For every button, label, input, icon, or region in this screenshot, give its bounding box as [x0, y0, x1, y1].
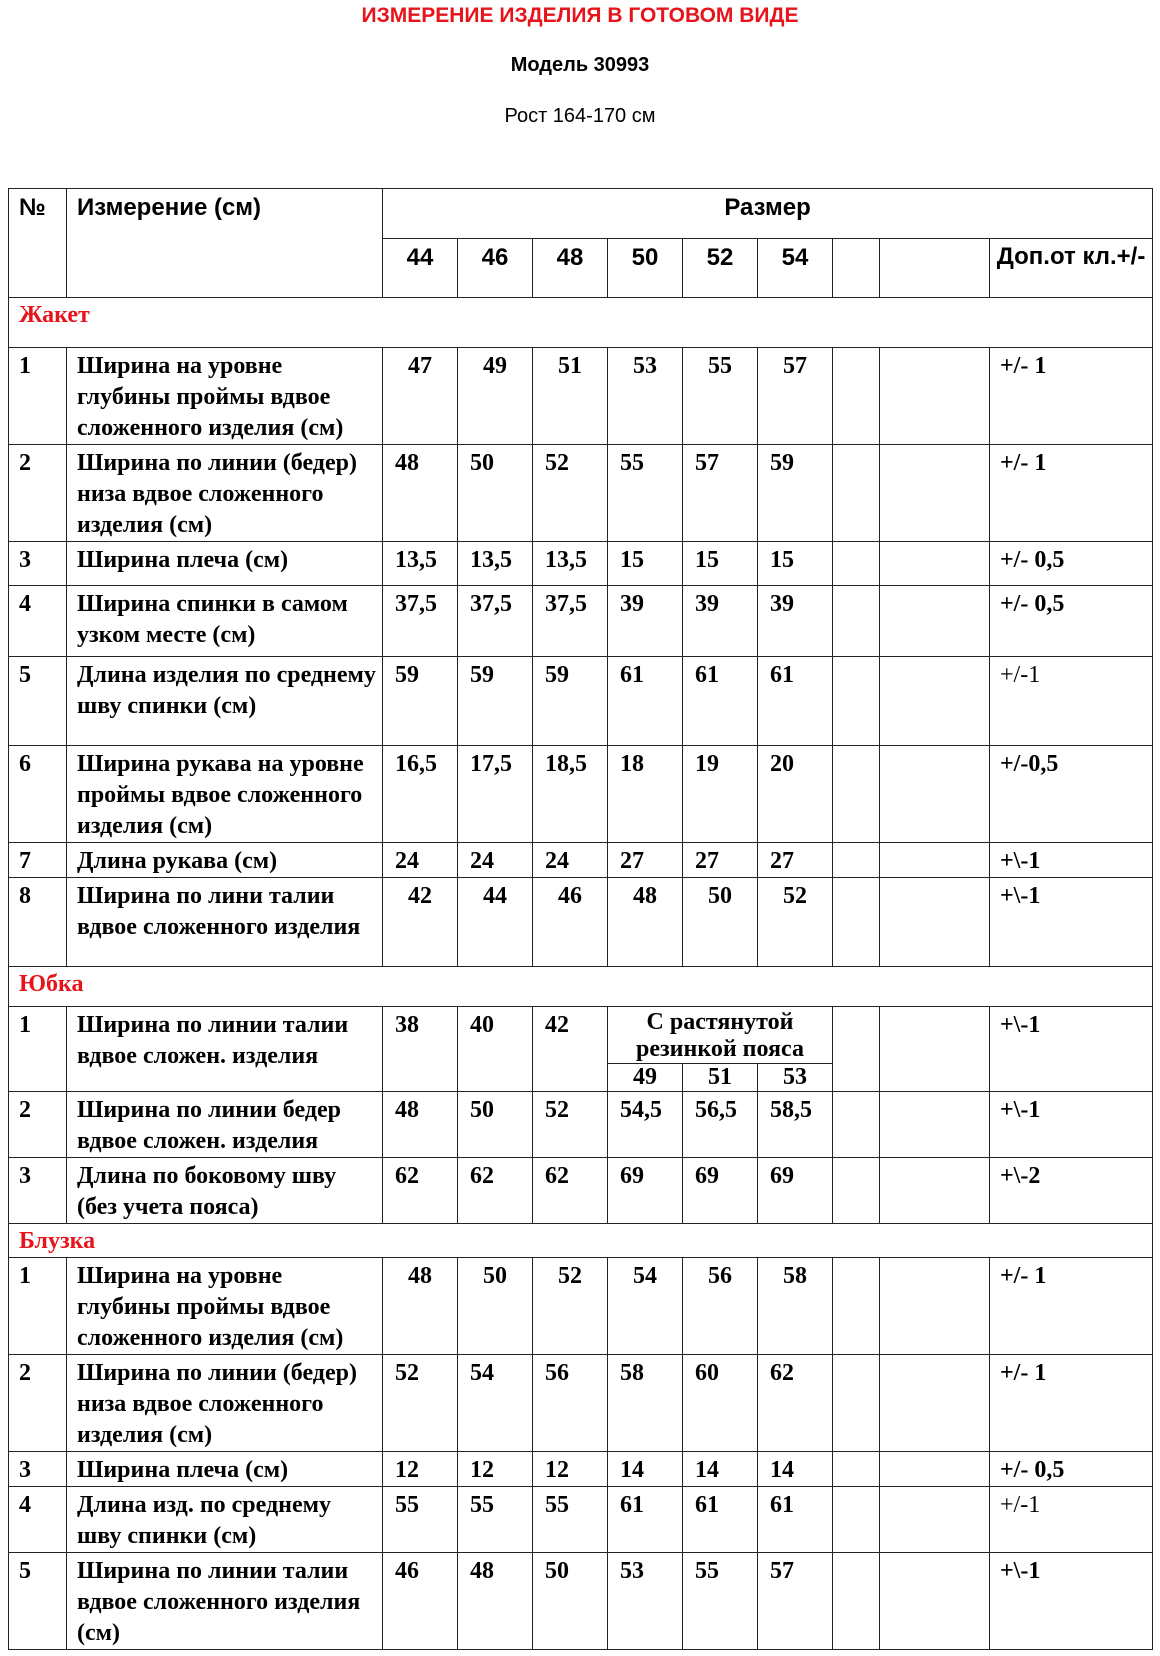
- size-value: 12: [533, 1452, 608, 1487]
- tolerance-value: +/- 1: [990, 1258, 1153, 1355]
- size-value: 61: [608, 1487, 683, 1553]
- size-value: 58: [758, 1258, 833, 1355]
- measure-name: Ширина рукава на уровне проймы вдвое сложенного изделия (см): [67, 746, 383, 843]
- empty-cell: [880, 1487, 990, 1553]
- size-value: 48: [608, 878, 683, 967]
- row-number: 4: [9, 1487, 67, 1553]
- tolerance-value: +/- 0,5: [990, 542, 1153, 586]
- size-value: 13,5: [383, 542, 458, 586]
- tolerance-value: +\-2: [990, 1158, 1153, 1224]
- empty-cell: [880, 1355, 990, 1452]
- size-value: 52: [758, 878, 833, 967]
- empty-cell: [833, 1258, 880, 1355]
- size-44: 44: [383, 239, 458, 298]
- empty-cell: [833, 239, 880, 298]
- row-number: 8: [9, 878, 67, 967]
- size-value: 50: [458, 1258, 533, 1355]
- size-value: 59: [383, 657, 458, 746]
- empty-cell: [833, 843, 880, 878]
- row-number: 6: [9, 746, 67, 843]
- table-row: [9, 746, 1153, 843]
- size-value: 42: [533, 1007, 608, 1092]
- measure-name: Длина изделия по среднему шву спинки (см): [67, 657, 383, 746]
- table-row: [9, 878, 1153, 967]
- tolerance-value: +\-1: [990, 1092, 1153, 1158]
- model-label: Модель 30993: [510, 54, 650, 76]
- size-value: 55: [608, 445, 683, 542]
- measure-name: Ширина плеча (см): [67, 542, 383, 586]
- size-value: 59: [533, 657, 608, 746]
- size-value: 61: [683, 1487, 758, 1553]
- height-label: Рост 164-170 см: [504, 105, 656, 127]
- size-value: 55: [533, 1487, 608, 1553]
- size-value: 54: [608, 1258, 683, 1355]
- table-row: [9, 1158, 1153, 1224]
- empty-cell: [880, 746, 990, 843]
- size-value: 15: [683, 542, 758, 586]
- size-value: 57: [683, 445, 758, 542]
- measure-name: Ширина спинки в самом узком месте (см): [67, 586, 383, 657]
- measure-name: Ширина по линии талии вдвое сложенного изделия (см): [67, 1553, 383, 1650]
- size-value: 50: [683, 878, 758, 967]
- empty-cell: [880, 657, 990, 746]
- size-value: 52: [533, 1092, 608, 1158]
- measure-name: Ширина по лини талии вдвое сложенного изделия: [67, 878, 383, 967]
- header-number: №: [9, 189, 67, 298]
- stretched-waistband-note: С растянутой резинкой пояса: [608, 1007, 833, 1064]
- size-value: 14: [758, 1452, 833, 1487]
- tolerance-value: +\-1: [990, 843, 1153, 878]
- size-52: 52: [683, 239, 758, 298]
- row-number: 3: [9, 1452, 67, 1487]
- table-row: [9, 1553, 1153, 1650]
- size-value: 50: [458, 445, 533, 542]
- size-value: 61: [758, 657, 833, 746]
- size-value: 52: [533, 445, 608, 542]
- row-number: 3: [9, 542, 67, 586]
- table-row: [9, 1355, 1153, 1452]
- size-value: 51: [533, 348, 608, 445]
- measure-name: Длина изд. по среднему шву спинки (см): [67, 1487, 383, 1553]
- size-value: 47: [383, 348, 458, 445]
- stretched-value: 53: [758, 1064, 833, 1092]
- measure-name: Длина по боковому шву (без учета пояса): [67, 1158, 383, 1224]
- size-value: 48: [383, 1092, 458, 1158]
- size-50: 50: [608, 239, 683, 298]
- size-value: 59: [458, 657, 533, 746]
- size-value: 13,5: [533, 542, 608, 586]
- empty-cell: [833, 1092, 880, 1158]
- section-title-skirt: Юбка: [9, 967, 1153, 1007]
- size-value: 52: [533, 1258, 608, 1355]
- size-value: 12: [383, 1452, 458, 1487]
- row-number: 1: [9, 1258, 67, 1355]
- size-value: 53: [608, 348, 683, 445]
- empty-cell: [880, 348, 990, 445]
- measure-name: Длина рукава (см): [67, 843, 383, 878]
- size-value: 17,5: [458, 746, 533, 843]
- empty-cell: [833, 878, 880, 967]
- size-54: 54: [758, 239, 833, 298]
- header-size: Размер: [383, 189, 1153, 239]
- size-48: 48: [533, 239, 608, 298]
- empty-cell: [880, 1092, 990, 1158]
- size-value: 19: [683, 746, 758, 843]
- row-number: 4: [9, 586, 67, 657]
- row-number: 5: [9, 657, 67, 746]
- measurement-table: [8, 188, 1153, 1650]
- size-value: 27: [758, 843, 833, 878]
- row-number: 5: [9, 1553, 67, 1650]
- empty-cell: [880, 542, 990, 586]
- size-value: 54,5: [608, 1092, 683, 1158]
- size-value: 44: [458, 878, 533, 967]
- empty-cell: [833, 1487, 880, 1553]
- size-value: 16,5: [383, 746, 458, 843]
- size-value: 24: [533, 843, 608, 878]
- measure-name: Ширина по линии бедер вдвое сложен. изделия: [67, 1092, 383, 1158]
- empty-cell: [880, 586, 990, 657]
- size-value: 62: [383, 1158, 458, 1224]
- header-tolerance: Доп.от кл.+/-: [990, 239, 1153, 298]
- section-title-jacket: Жакет: [9, 298, 1153, 348]
- table-row: [9, 1258, 1153, 1355]
- empty-cell: [880, 1452, 990, 1487]
- row-number: 2: [9, 1092, 67, 1158]
- table-row: [9, 1092, 1153, 1158]
- size-value: 46: [383, 1553, 458, 1650]
- empty-cell: [880, 878, 990, 967]
- size-46: 46: [458, 239, 533, 298]
- size-value: 60: [683, 1355, 758, 1452]
- size-value: 40: [458, 1007, 533, 1092]
- size-value: 15: [758, 542, 833, 586]
- empty-cell: [880, 1158, 990, 1224]
- size-value: 58: [608, 1355, 683, 1452]
- header-measure: Измерение (см): [67, 189, 383, 298]
- tolerance-value: +/- 1: [990, 348, 1153, 445]
- table-row: [9, 542, 1153, 586]
- tolerance-value: +/- 0,5: [990, 1452, 1153, 1487]
- empty-cell: [880, 843, 990, 878]
- size-value: 56: [683, 1258, 758, 1355]
- size-value: 69: [608, 1158, 683, 1224]
- row-number: 2: [9, 445, 67, 542]
- measure-name: Ширина по линии (бедер) низа вдвое сложенного изделия (см): [67, 445, 383, 542]
- size-value: 48: [383, 1258, 458, 1355]
- size-value: 61: [758, 1487, 833, 1553]
- size-value: 62: [533, 1158, 608, 1224]
- empty-cell: [833, 542, 880, 586]
- tolerance-value: +/-0,5: [990, 746, 1153, 843]
- tolerance-value: +/- 0,5: [990, 586, 1153, 657]
- size-value: 61: [608, 657, 683, 746]
- size-value: 39: [683, 586, 758, 657]
- size-value: 55: [458, 1487, 533, 1553]
- empty-cell: [833, 1355, 880, 1452]
- size-value: 13,5: [458, 542, 533, 586]
- size-value: 58,5: [758, 1092, 833, 1158]
- table-row: [9, 843, 1153, 878]
- size-value: 14: [683, 1452, 758, 1487]
- size-value: 53: [608, 1553, 683, 1650]
- table-row: [9, 586, 1153, 657]
- size-value: 38: [383, 1007, 458, 1092]
- stretched-value: 51: [683, 1064, 758, 1092]
- size-value: 27: [683, 843, 758, 878]
- size-value: 37,5: [458, 586, 533, 657]
- size-value: 18: [608, 746, 683, 843]
- size-value: 55: [683, 348, 758, 445]
- measure-name: Ширина по линии (бедер) низа вдвое сложенного изделия (см): [67, 1355, 383, 1452]
- measure-name: Ширина по линии талии вдвое сложен. изделия: [67, 1007, 383, 1092]
- size-value: 50: [533, 1553, 608, 1650]
- size-value: 37,5: [383, 586, 458, 657]
- size-value: 61: [683, 657, 758, 746]
- size-value: 55: [683, 1553, 758, 1650]
- size-value: 14: [608, 1452, 683, 1487]
- tolerance-value: +\-1: [990, 878, 1153, 967]
- table-row: [9, 1007, 1153, 1064]
- size-value: 24: [458, 843, 533, 878]
- document-title: ИЗМЕРЕНИЕ ИЗДЕЛИЯ В ГОТОВОМ ВИДЕ: [361, 4, 799, 27]
- size-value: 48: [383, 445, 458, 542]
- size-value: 18,5: [533, 746, 608, 843]
- size-value: 57: [758, 1553, 833, 1650]
- empty-cell: [880, 1258, 990, 1355]
- size-value: 69: [683, 1158, 758, 1224]
- row-number: 3: [9, 1158, 67, 1224]
- empty-cell: [880, 445, 990, 542]
- size-value: 59: [758, 445, 833, 542]
- size-value: 62: [458, 1158, 533, 1224]
- size-value: 46: [533, 878, 608, 967]
- size-value: 56,5: [683, 1092, 758, 1158]
- section-title-blouse: Блузка: [9, 1224, 1153, 1258]
- empty-cell: [833, 586, 880, 657]
- table-row: [9, 348, 1153, 445]
- size-value: 39: [758, 586, 833, 657]
- empty-cell: [880, 1553, 990, 1650]
- empty-cell: [833, 746, 880, 843]
- tolerance-value: +/-1: [990, 1487, 1153, 1553]
- empty-cell: [880, 239, 990, 298]
- size-value: 39: [608, 586, 683, 657]
- size-value: 55: [383, 1487, 458, 1553]
- size-value: 57: [758, 348, 833, 445]
- measure-name: Ширина на уровне глубины проймы вдвое сложенного изделия (см): [67, 348, 383, 445]
- size-value: 42: [383, 878, 458, 967]
- size-value: 69: [758, 1158, 833, 1224]
- size-value: 12: [458, 1452, 533, 1487]
- row-number: 2: [9, 1355, 67, 1452]
- size-value: 50: [458, 1092, 533, 1158]
- table-row: [9, 1487, 1153, 1553]
- size-value: 62: [758, 1355, 833, 1452]
- table-row: [9, 445, 1153, 542]
- size-value: 48: [458, 1553, 533, 1650]
- row-number: 7: [9, 843, 67, 878]
- size-value: 54: [458, 1355, 533, 1452]
- size-value: 27: [608, 843, 683, 878]
- size-value: 49: [458, 348, 533, 445]
- size-value: 15: [608, 542, 683, 586]
- measure-name: Ширина плеча (см): [67, 1452, 383, 1487]
- empty-cell: [833, 657, 880, 746]
- stretched-value: 49: [608, 1064, 683, 1092]
- empty-cell: [833, 1158, 880, 1224]
- empty-cell: [833, 348, 880, 445]
- size-value: 52: [383, 1355, 458, 1452]
- size-value: 24: [383, 843, 458, 878]
- row-number: 1: [9, 348, 67, 445]
- empty-cell: [880, 1007, 990, 1092]
- empty-cell: [833, 1452, 880, 1487]
- tolerance-value: +\-1: [990, 1007, 1153, 1092]
- empty-cell: [833, 1553, 880, 1650]
- table-row: [9, 1452, 1153, 1487]
- table-row: [9, 657, 1153, 746]
- tolerance-value: +/- 1: [990, 1355, 1153, 1452]
- empty-cell: [833, 445, 880, 542]
- size-value: 20: [758, 746, 833, 843]
- size-value: 37,5: [533, 586, 608, 657]
- row-number: 1: [9, 1007, 67, 1092]
- tolerance-value: +\-1: [990, 1553, 1153, 1650]
- measure-name: Ширина на уровне глубины проймы вдвое сложенного изделия (см): [67, 1258, 383, 1355]
- tolerance-value: +/-1: [990, 657, 1153, 746]
- tolerance-value: +/- 1: [990, 445, 1153, 542]
- size-value: 56: [533, 1355, 608, 1452]
- empty-cell: [833, 1007, 880, 1092]
